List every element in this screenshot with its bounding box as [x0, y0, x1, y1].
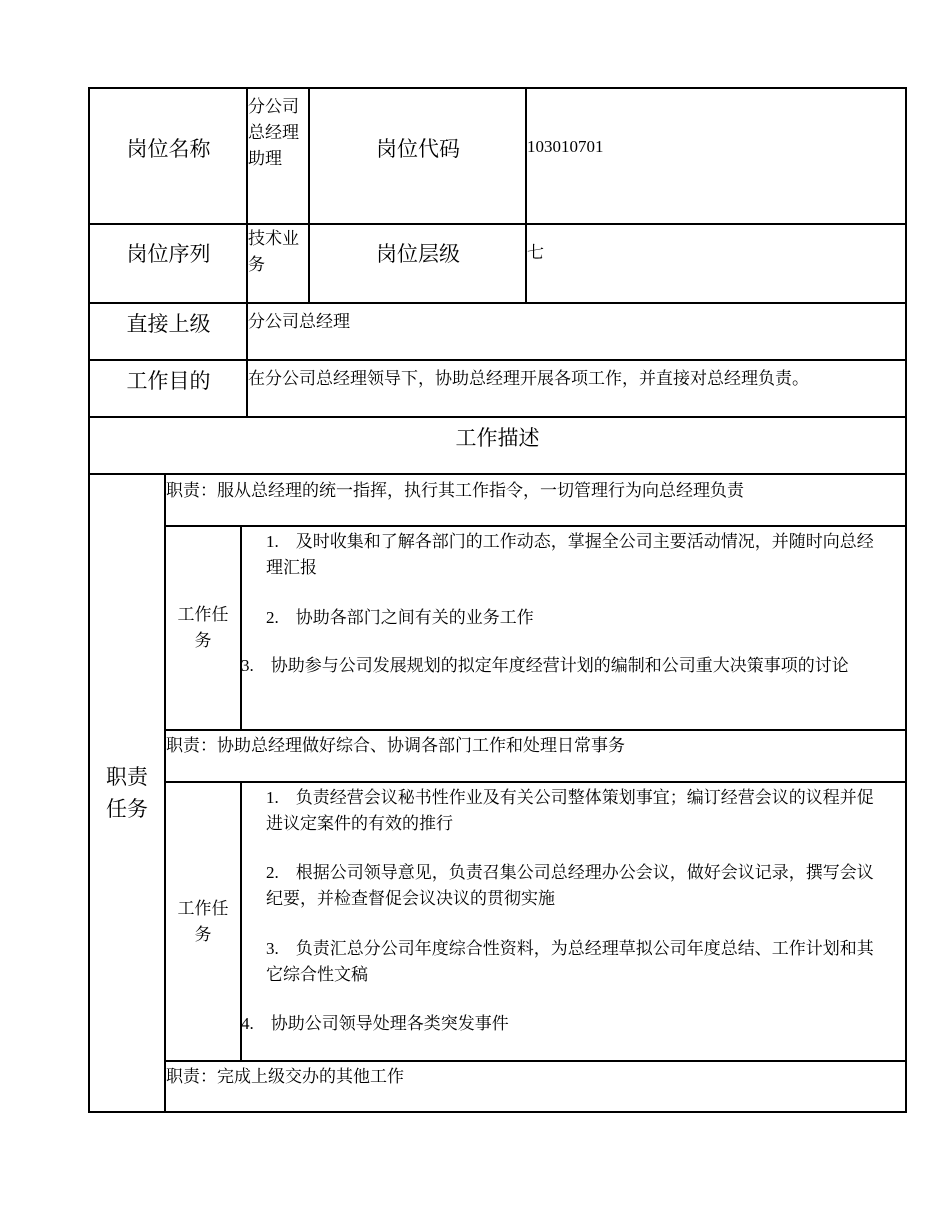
task-label: 工作任务 — [177, 605, 229, 650]
duties-label: 职责任务 — [106, 765, 148, 821]
row-divider — [165, 525, 905, 527]
level-value: 七 — [527, 243, 544, 262]
purpose-label: 工作目的 — [126, 369, 211, 393]
row-divider — [165, 729, 905, 731]
task-item: 3. 负责汇总分公司年度综合性资料，为总经理草拟公司年度总结、工作计划和其它综合性文稿 — [266, 939, 874, 984]
superior-value: 分公司总经理 — [248, 312, 350, 331]
duty-title: 职责：完成上级交办的其他工作 — [166, 1067, 404, 1086]
section-title: 工作描述 — [455, 426, 540, 450]
position-code-value: 103010701 — [527, 137, 604, 156]
task-item: 3. 协助参与公司发展规划的拟定年度经营计划的编制和公司重大决策事项的讨论 — [241, 656, 849, 675]
level-label: 岗位层级 — [376, 242, 460, 266]
duty-title: 职责：协助总经理做好综合、协调各部门工作和处理日常事务 — [166, 736, 625, 755]
purpose-value: 在分公司总经理领导下，协助总经理开展各项工作，并直接对总经理负责。 — [248, 369, 809, 388]
row-divider — [90, 473, 905, 475]
position-code-label: 岗位代码 — [376, 137, 460, 161]
job-description-table — [88, 87, 907, 1113]
task-item: 2. 根据公司领导意见，负责召集公司总经理办公会议，做好会议记录，撰写会议纪要，并检查督促会议决议的贯彻实施 — [266, 863, 874, 908]
task-item: 1. 及时收集和了解各部门的工作动态，掌握全公司主要活动情况，并随时向总经理汇报 — [266, 532, 874, 577]
task-item: 2. 协助各部门之间有关的业务工作 — [266, 608, 534, 627]
sequence-label: 岗位序列 — [126, 242, 211, 266]
row-divider — [165, 1060, 905, 1062]
row-divider — [165, 781, 905, 783]
task-label: 工作任务 — [177, 898, 229, 944]
position-name-label: 岗位名称 — [126, 137, 211, 161]
position-name-value: 分公司总经理助理 — [248, 97, 299, 168]
superior-label: 直接上级 — [126, 312, 211, 336]
task-item: 4. 协助公司领导处理各类突发事件 — [241, 1014, 509, 1033]
task-item: 1. 负责经营会议秘书性作业及有关公司整体策划事宜；编订经营会议的议程并促进议定案件的有效的推行 — [266, 788, 874, 833]
column-divider — [240, 525, 242, 731]
sequence-value: 技术业务 — [248, 229, 299, 274]
duty-title: 职责：服从总经理的统一指挥，执行其工作指令，一切管理行为向总经理负责 — [166, 481, 744, 500]
